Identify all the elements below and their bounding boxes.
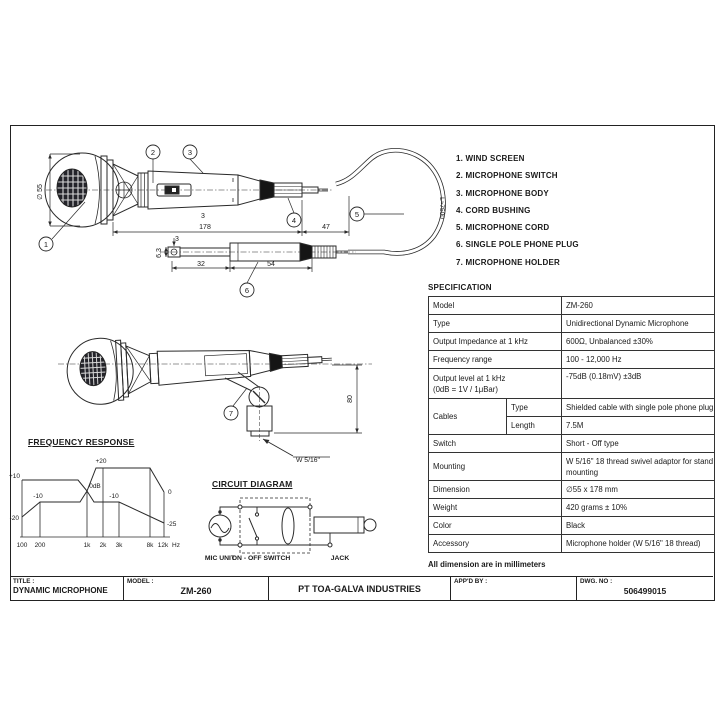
freq-response-title: FREQUENCY RESPONSE (28, 437, 135, 447)
spec-value: ∅55 x 178 mm (562, 481, 715, 499)
svg-text:12k: 12k (157, 542, 169, 549)
dimension-labels (37, 184, 445, 268)
dim-slot: 3 (201, 213, 205, 220)
dim-plug-body: 54 (267, 261, 275, 268)
spec-value: -75dB (0.18mV) ±3dB (562, 369, 715, 399)
jack-symbol (314, 517, 364, 533)
spec-label: Color (429, 517, 562, 535)
spec-value: 100 - 12,000 Hz (562, 351, 715, 369)
part-item-1: 1. WIND SCREEN (456, 154, 525, 163)
title-block-model-cell (124, 577, 269, 600)
callout-1: 1 (43, 240, 49, 249)
specification-section (428, 283, 714, 569)
title-value: DYNAMIC MICROPHONE (13, 586, 108, 595)
part-item-4: 4. CORD BUSHING (456, 205, 531, 215)
spec-label: Model (429, 297, 562, 315)
spec-value-line: W 5/16" 18 thread swivel adaptor for stand (566, 456, 714, 466)
svg-text:-10: -10 (33, 493, 43, 500)
dim-cord-length: L≈7500 (438, 197, 445, 219)
svg-text:200: 200 (34, 542, 46, 549)
spec-label: Cables (429, 399, 507, 435)
spec-label (429, 369, 562, 399)
appd-by-label: APP'D BY : (454, 578, 488, 585)
spec-value: Shielded cable with single pole phone plug (562, 399, 715, 417)
title-label: TITLE : (13, 578, 35, 585)
dim-length: 178 (199, 224, 211, 231)
phone-plug-drawing (160, 243, 356, 261)
dim-thread: W 5/16" (296, 457, 320, 464)
cord-bushing (260, 180, 274, 200)
svg-text:-25: -25 (167, 521, 177, 528)
circuit-labels (205, 555, 349, 562)
table-row (429, 453, 715, 481)
spec-label: Dimension (429, 481, 562, 499)
company-name: PT TOA-GALVA INDUSTRIES (269, 577, 451, 600)
spec-sublabel: Type (507, 399, 562, 417)
part-item-6: 6. SINGLE POLE PHONE PLUG (456, 240, 579, 250)
mic-cord (336, 150, 444, 253)
callout-2: 2 (150, 148, 156, 157)
title-block (10, 576, 713, 600)
switch-blade (249, 518, 257, 537)
title-block-dwg-cell (577, 577, 713, 600)
table-row (429, 499, 715, 517)
spec-sublabel: Length (507, 417, 562, 435)
callout-5: 5 (354, 210, 360, 219)
part-item-5: 5. MICROPHONE CORD (456, 223, 550, 233)
dim-holder-height: 80 (347, 395, 354, 403)
spec-value-line: mounting (566, 467, 599, 477)
jack-label: JACK (330, 555, 350, 562)
dimension-note: All dimension are in millimeters (428, 560, 546, 569)
svg-text:-20: -20 (9, 515, 19, 522)
specification-table (428, 296, 715, 553)
dim-plug-dia: 6.3 (156, 248, 163, 258)
mic-unit-label: MIC UNIT (204, 555, 236, 562)
table-row (429, 315, 715, 333)
svg-text:+20: +20 (95, 458, 107, 465)
spec-label: Frequency range (429, 351, 562, 369)
spec-value: Microphone holder (W 5/16" 18 thread) (562, 535, 715, 553)
dim-plug-tip: 32 (197, 261, 205, 268)
dim-tip-height: 3 (175, 236, 179, 243)
svg-text:1k: 1k (83, 542, 91, 549)
title-block-title-cell (10, 577, 124, 600)
dwg-no-label: DWG. NO : (580, 578, 613, 585)
spec-value: 420 grams ± 10% (562, 499, 715, 517)
spec-label-line: Output level at 1 kHz (433, 373, 506, 383)
table-row (429, 435, 715, 453)
mic-top-view (45, 153, 332, 227)
svg-text:-10: -10 (109, 493, 119, 500)
spec-value (562, 453, 715, 481)
part-item-2: 2. MICROPHONE SWITCH (456, 171, 558, 181)
freq-chart (20, 468, 170, 537)
svg-text:100: 100 (16, 542, 28, 549)
svg-text:2k: 2k (99, 542, 107, 549)
title-block-appd-cell (451, 577, 577, 600)
lower-limit-line (22, 491, 164, 523)
spec-value: 7.5M (562, 417, 715, 435)
svg-text:+10: +10 (8, 473, 20, 480)
svg-text:Hz: Hz (172, 542, 180, 549)
spec-label: Accessory (429, 535, 562, 553)
spec-value: ZM-260 (562, 297, 715, 315)
transformer-symbol (282, 508, 294, 544)
dim-diameter: ∅ 55 (37, 184, 44, 200)
spec-label: Weight (429, 499, 562, 517)
spec-value: 600Ω, Unbalanced ±30% (562, 333, 715, 351)
part-item-3: 3. MICROPHONE BODY (456, 188, 549, 198)
dwg-no-value: 506499015 (623, 586, 667, 596)
spec-label: Output Impedance at 1 kHz (429, 333, 562, 351)
parts-list (456, 150, 579, 271)
spec-value: Unidirectional Dynamic Microphone (562, 315, 715, 333)
svg-text:8k: 8k (146, 542, 154, 549)
svg-text:3k: 3k (115, 542, 123, 549)
callout-4: 4 (291, 216, 297, 225)
spec-label-line: (0dB = 1V / 1μBar) (433, 384, 498, 394)
table-row (429, 297, 715, 315)
table-row (429, 351, 715, 369)
callout-3: 3 (187, 148, 193, 157)
part-item-7: 7. MICROPHONE HOLDER (456, 257, 561, 267)
specification-title: SPECIFICATION (428, 283, 492, 292)
table-row (429, 333, 715, 351)
svg-text:0: 0 (168, 489, 172, 496)
callout-6: 6 (244, 286, 250, 295)
circuit-diagram-graphics (209, 498, 376, 553)
table-row (429, 399, 715, 417)
model-label: MODEL : (127, 578, 154, 585)
table-row (429, 517, 715, 535)
dim-bushing: 47 (322, 224, 330, 231)
callout-7: 7 (228, 409, 234, 418)
spec-value: Black (562, 517, 715, 535)
spec-value: Short - Off type (562, 435, 715, 453)
spec-label: Mounting (429, 453, 562, 481)
circuit-diagram-title: CIRCUIT DIAGRAM (212, 479, 293, 489)
spec-label: Type (429, 315, 562, 333)
spec-label: Switch (429, 435, 562, 453)
svg-text:0dB: 0dB (89, 483, 101, 490)
table-row (429, 369, 715, 399)
table-row (429, 535, 715, 553)
table-row (429, 481, 715, 499)
model-value: ZM-260 (180, 586, 212, 596)
on-off-switch-label: ON - OFF SWITCH (231, 555, 291, 562)
